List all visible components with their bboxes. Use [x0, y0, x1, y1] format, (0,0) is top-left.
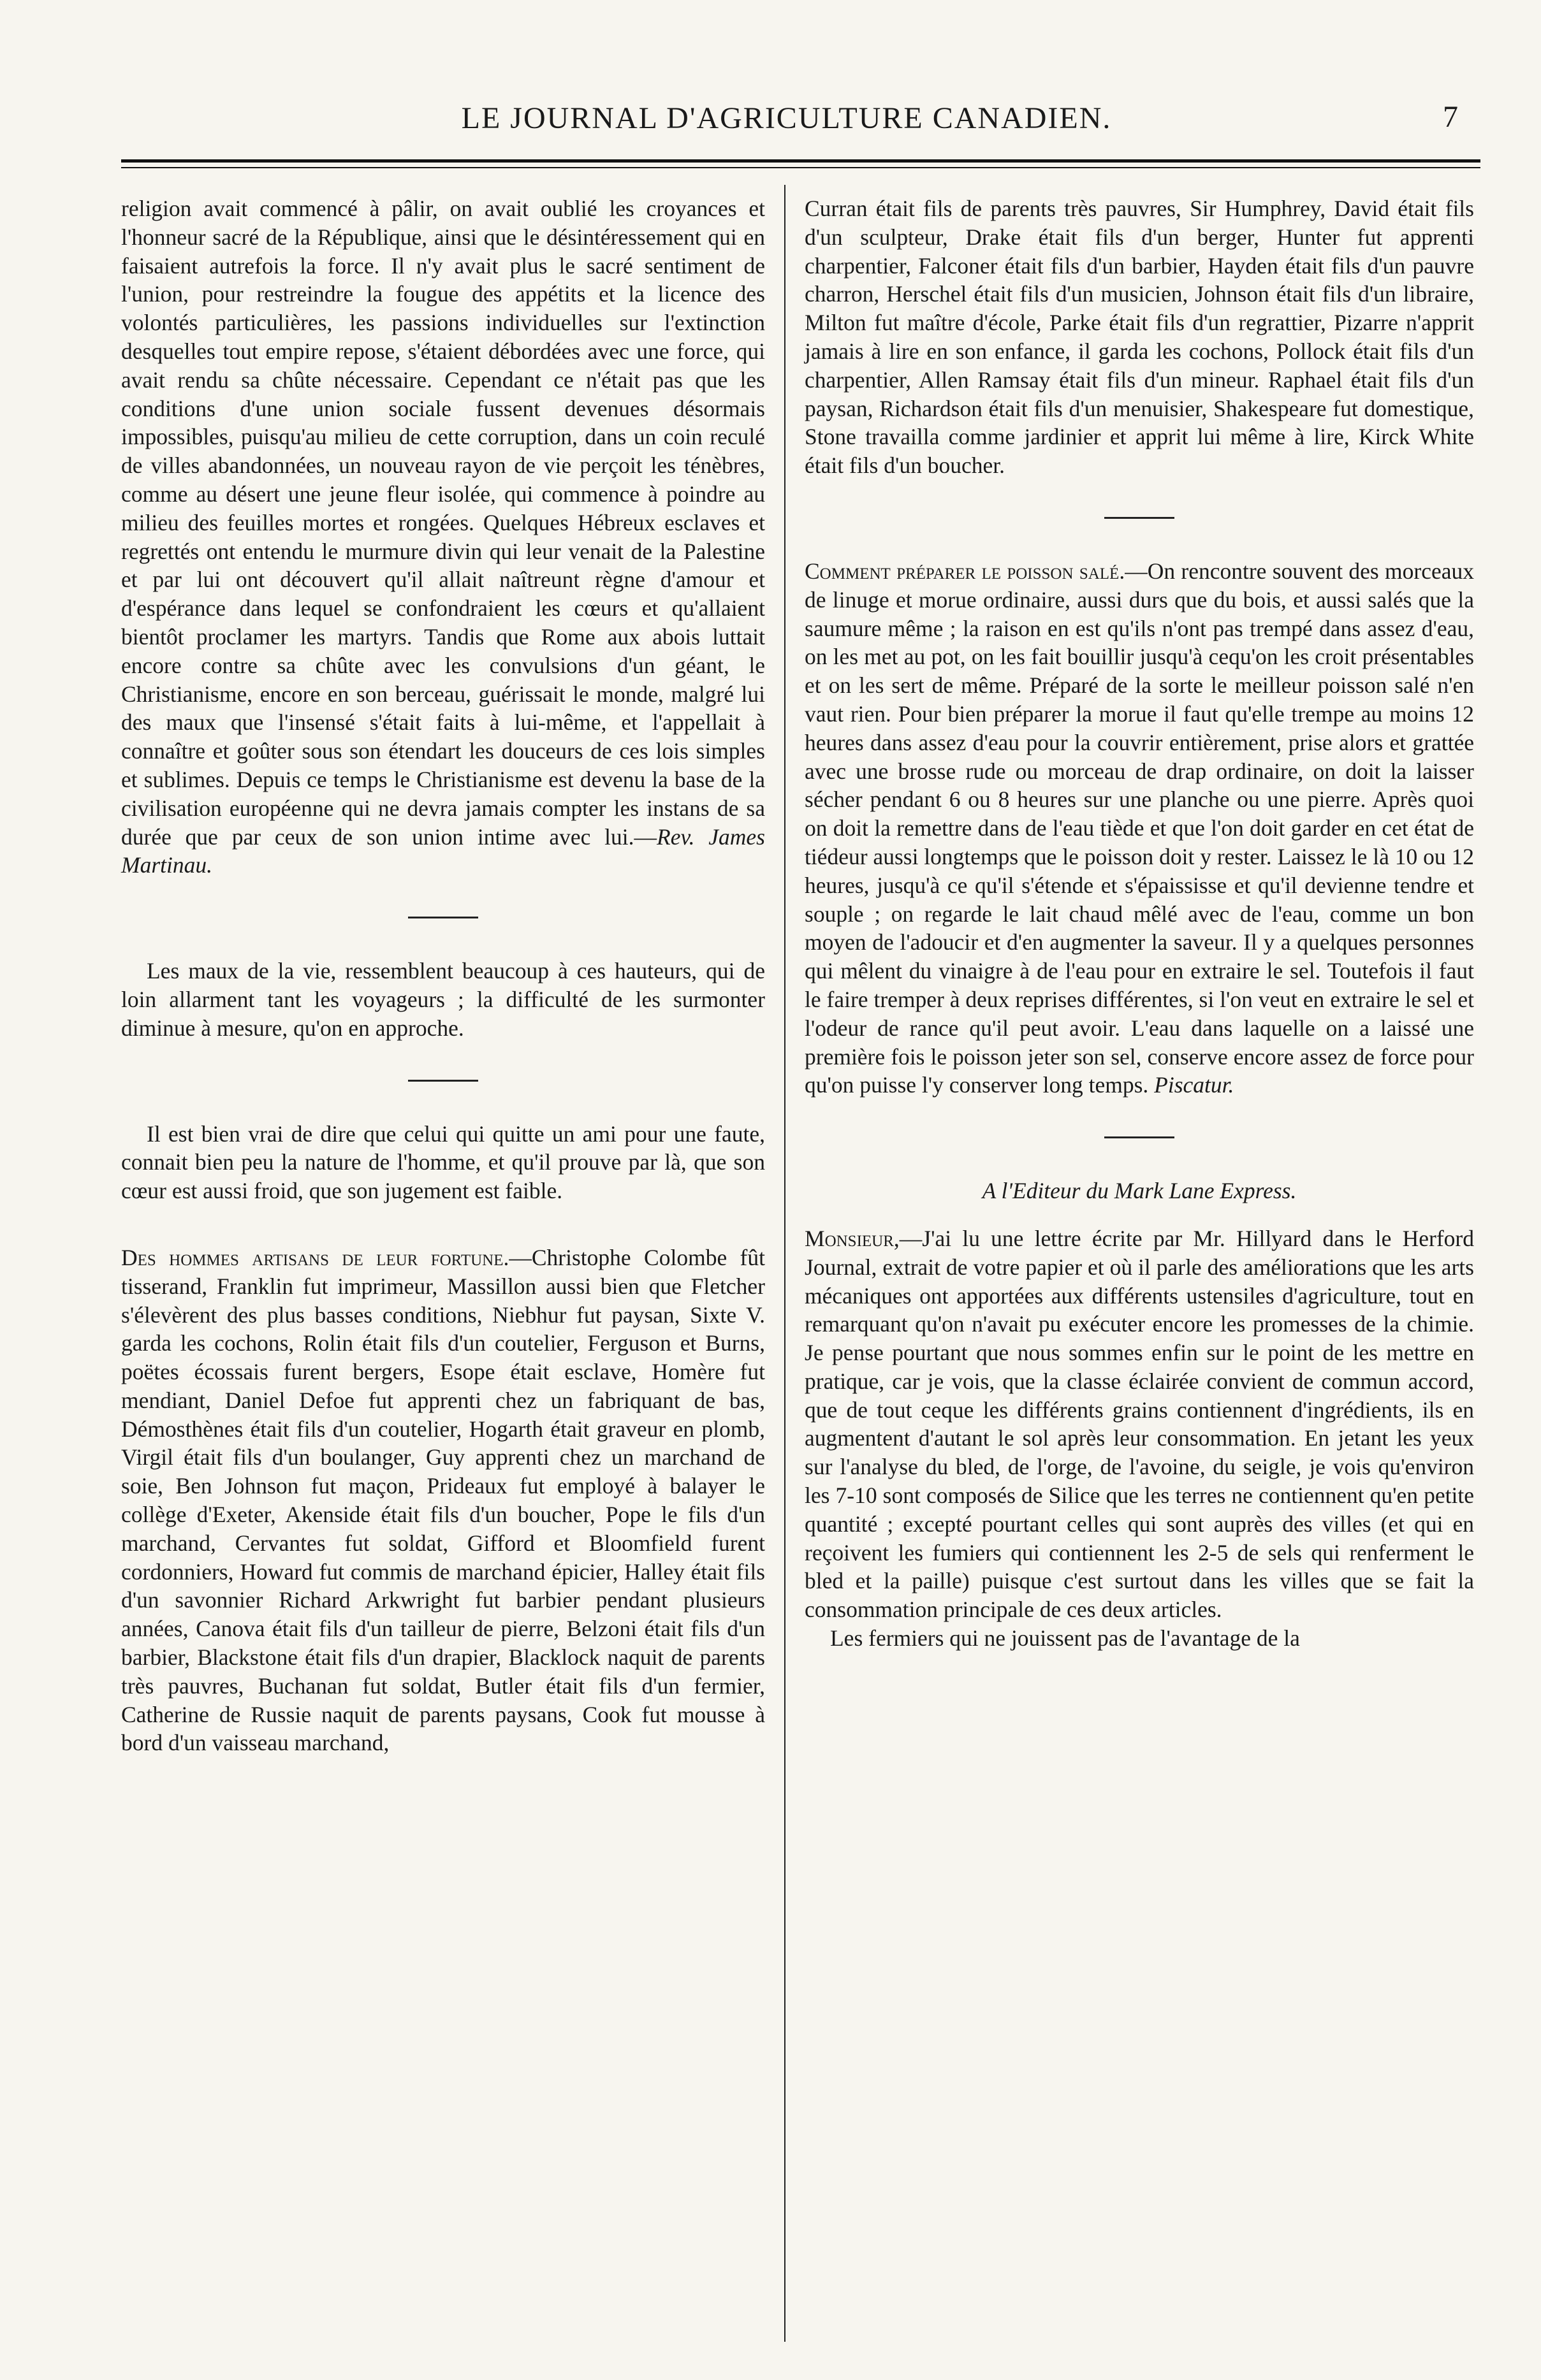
header-rule-thin: [121, 167, 1480, 168]
left-column: [121, 194, 765, 1757]
artisans-article: [121, 1244, 765, 1757]
poisson-heading: Comment préparer le poisson salé.: [805, 558, 1125, 584]
column-divider: [784, 185, 785, 2342]
poisson-article: [805, 557, 1474, 1099]
religion-article: [121, 194, 765, 880]
artisans-text: —Christophe Colombe fût tisserand, Franklin fut imprimeur, Massillon aussi bien que Fletcher s'élevèrent des plus basses conditions, Niebhur fut paysan, Sixte V. garda les cochons, Rolin était fils d'un coutelier, Ferguson et Burns, poëtes écossais furent bergers, Esope était esclave, Homère fut mendiant, Daniel Defoe fut apprenti chez un fabriquant de bas, Démosthènes était fils d'un coutelier, Hogarth était graveur en plomb, Virgil était fils d'un boulanger, Guy apprenti chez un marchand de soie, Ben Johnson fut maçon, Prideaux fut employé à balayer le collège d'Exeter, Akenside était fils d'un boucher, Pope le fils d'un marchand, Cervantes fut soldat, Gifford et Bloomfield furent cordonniers, Howard fut commis de marchand épicier, Halley était fils d'un savonnier Richard Arkwright fut barbier pendant plusieurs années, Canova était fils d'un tailleur de pierre, Belzoni était fils d'un barbier, Blackstone était fils d'un drapier, Blacklock naquit de parents très pauvres, Buchanan fut soldat, Butler était fils d'un fermier, Catherine de Russie naquit de parents paysans, Cook fut mousse à bord d'un vaisseau marchand,: [121, 1244, 765, 1756]
letter-heading: A l'Editeur du Mark Lane Express.: [982, 1178, 1297, 1204]
header-rule-thick: [121, 159, 1480, 163]
separator-rule: [408, 1080, 478, 1082]
page-number: 7: [1443, 100, 1458, 134]
letter-last-line: Les fermiers qui ne jouissent pas de l'avantage de la: [830, 1625, 1300, 1651]
religion-article-text: religion avait commencé à pâlir, on avait oublié les croyances et l'honneur sacré de la République, ainsi que le désintéressement qui en faisaient autrefois la force. Il n'y avait plus le sacré sentiment de l'union, pour restreindre la fougue des appétits et la licence des volontés particulières, les passions individuelles sur l'extinction desquelles tout empire repose, s'étaient débordées avec une force, qui avait rendu sa chûte nécessaire. Cependant ce n'était pas que les conditions d'une union sociale fussent devenues désormais impossibles, puisqu'au milieu de cette corruption, dans un coin reculé de villes abandonnées, un nouveau rayon de vie perçoit les ténèbres, comme au désert une jeune fleur isolée, qui commence à poindre au milieu des feuilles mortes et rongées. Quelques Hébreux esclaves et regrettés ont entendu le murmure divin qui leur venait de la Palestine et par lui ont découvert qu'il allait naîtreunt règne d'amour et d'espérance dans lequel se confondraient les cœurs et qu'allaient bientôt proclamer les martyrs. Tandis que Rome aux abois luttait encore contre sa chûte avec les convulsions d'un géant, le Christianisme, encore en son berceau, guérissait le monde, malgré lui des maux que l'insensé s'était faits à lui-même, et l'appellait à connaître et goûter sous son étendart les douceurs de ces lois simples et sublimes. Depuis ce temps le Christianisme est devenu la base de la civilisation européenne qui ne devra jamais compter les instans de sa durée que par ceux de son union intime avec lui.—: [121, 196, 765, 850]
separator-rule: [1104, 517, 1174, 519]
religion-article-author: Rev. James Martinau.: [121, 824, 765, 878]
letter-body: [805, 1224, 1474, 1624]
letter-text: —J'ai lu une lettre écrite par Mr. Hillyard dans le Herford Journal, extrait de votre papier et où il parle des améliorations que les arts mécaniques ont apportées aux différents ustensiles d'agriculture, tout en remarquant qu'on n'avait pu exécuter encore les promesses de la chimie. Je pense pourtant que nous sommes enfin sur le point de les mettre en pratique, car je vois, que la classe éclairée convient de commun accord, que de tout ceque les différents grains contiennent d'ingrédients, ils en augmentent d'autant le sol après leur consommation. En jetant les yeux sur l'analyse du bled, de l'orge, de l'avoine, du seigle, je vois qu'environ les 7-10 sont composés de Silice que les terres ne contiennent qu'en petite quantité ; excepté pourtant celles qui sont auprès des villes (et qui en reçoivent les fumiers qui contiennent les 2-5 de sels qui renferment le bled et la paille) puisque c'est surtout dans les villes que se fait la consommation principale de ces deux articles.: [805, 1225, 1474, 1623]
separator-rule: [408, 917, 478, 918]
page-header: [115, 96, 1458, 140]
poisson-signature: Piscatur.: [1154, 1072, 1234, 1098]
artisans-heading: Des hommes artisans de leur fortune.: [121, 1244, 509, 1270]
right-column: [805, 194, 1474, 1653]
curran-article: Curran était fils de parents très pauvres, Sir Humphrey, David était fils d'un sculpteur, Drake était fils d'un berger, Hunter fut apprenti charpentier, Falconer était fils d'un barbier, Hayden était fils d'un pauvre charron, Herschel était fils d'un musicien, Johnson était fils d'un libraire, Milton fut maître d'école, Parke était fils d'un regrattier, Pizarre n'apprit jamais à lire en son enfance, il garda les cochons, Pollock était fils d'un charpentier, Allen Ramsay était fils d'un mineur. Raphael était fils d'un paysan, Richardson était fils d'un menuisier, Shakespeare fut domestique, Stone travailla comme jardinier et apprit lui même à lire, Kirck White était fils d'un boucher.: [805, 196, 1474, 479]
letter-salutation: Monsieur,: [805, 1225, 900, 1251]
journal-title: LE JOURNAL D'AGRICULTURE CANADIEN.: [461, 101, 1112, 135]
poisson-text: —On rencontre souvent des morceaux de linuge et morue ordinaire, aussi durs que du bois, et aussi salés que la saumure même ; la raison en est qu'ils n'ont pas trempé dans assez d'eau, on les met au pot, on les fait bouillir jusqu'à cequ'on les croit présentables et on les sert de même. Préparé de la sorte le meilleur poisson salé n'en vaut rien. Pour bien préparer la morue il faut qu'elle trempe au moins 12 heures dans assez d'eau pour la couvrir entièrement, prise alors et grattée avec une brosse rude ou morceau de drap ordinaire, on doit la laisser sécher pendant 6 ou 8 heures sur une planche ou une pierre. Après quoi on doit la remettre dans de l'eau tiède et que l'on doit garder en cet état de tiédeur aussi longtemps que le poisson doit y rester. Laissez le là 10 ou 12 heures, jusqu'à ce qu'il s'étende et s'épaississe et qu'il devienne tendre et souple ; on regarde le lait chaud mêlé avec de l'eau, comme un bon moyen de l'adoucir et d'en augmenter la saveur. Il y a quelques personnes qui mêlent du vinaigre à de l'eau pour en extraire le sel. Toutefois il faut le faire tremper à deux reprises différentes, si l'on veut en extraire le sel et l'odeur de rance qu'il peut avoir. L'eau dans laquelle on a laissé une première fois le poisson jeter son sel, conserve encore assez de force pour qu'on puisse l'y conserver long temps.: [805, 558, 1475, 1098]
ami-article: Il est bien vrai de dire que celui qui quitte un ami pour une faute, connait bien peu la nature de l'homme, et qu'il prouve par là, que son cœur est aussi froid, que son jugement est faible.: [121, 1121, 765, 1204]
separator-rule: [1104, 1136, 1174, 1138]
maux-article: Les maux de la vie, ressemblent beaucoup à ces hauteurs, qui de loin allarment tant les voyageurs ; la difficulté de les surmonter diminue à mesure, qu'on en approche.: [121, 958, 765, 1041]
